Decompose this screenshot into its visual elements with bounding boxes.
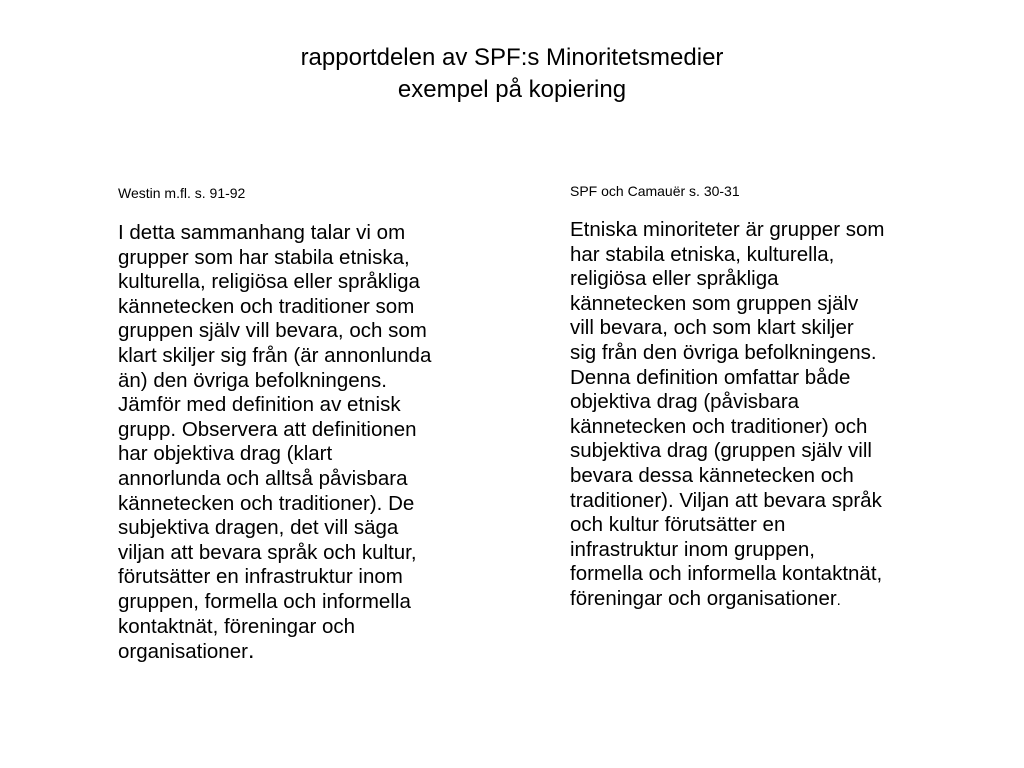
left-column xyxy=(118,183,518,665)
left-line: kännetecken och traditioner som xyxy=(118,294,415,318)
left-line: annorlunda och alltså påvisbara xyxy=(118,466,408,490)
left-line: gruppen, formella och informella xyxy=(118,589,411,613)
left-line: viljan att bevara språk och kultur, xyxy=(118,540,417,564)
left-line: subjektiva dragen, det vill säga xyxy=(118,516,399,540)
left-line: förutsätter en infrastruktur inom xyxy=(118,565,403,589)
left-line: kulturella, religiösa eller språkliga xyxy=(118,270,420,294)
right-last-words: föreningar och organisationer xyxy=(570,586,837,610)
left-line: klart skiljer sig från (är annonlunda xyxy=(118,343,432,367)
left-line: I detta sammanhang talar vi om xyxy=(118,221,406,244)
left-line: har objektiva drag (klart xyxy=(118,442,333,466)
left-line: gruppen själv vill bevara, och som xyxy=(118,319,427,343)
left-line: grupper som har stabila etniska, xyxy=(118,245,410,269)
right-line: kännetecken och traditioner) och xyxy=(570,414,868,438)
right-line: Denna definition omfattar både xyxy=(570,365,851,389)
right-line: och kultur förutsätter en xyxy=(570,513,786,537)
right-line: traditioner). Viljan att bevara språk xyxy=(570,488,882,512)
right-line: har stabila etniska, kulturella, xyxy=(570,242,835,266)
right-line: sig från den övriga befolkningens. xyxy=(570,340,877,364)
right-line: Etniska minoriteter är grupper som xyxy=(570,218,885,241)
right-line: vill bevara, och som klart skiljer xyxy=(570,316,854,340)
left-line-last xyxy=(118,639,518,665)
title-line-2: exempel på kopiering xyxy=(397,76,627,103)
left-line: kännetecken och traditioner). De xyxy=(118,491,415,515)
left-source-citation: Westin m.fl. s. 91-92 xyxy=(118,185,246,201)
right-end-period: . xyxy=(836,591,841,609)
left-line: kontaktnät, föreningar och xyxy=(118,614,356,638)
right-line: kännetecken som gruppen själv xyxy=(570,291,859,315)
right-source-citation: SPF och Camauër s. 30-31 xyxy=(570,183,740,199)
right-line: objektiva drag (påvisbara xyxy=(570,390,800,414)
title-line-1: rapportdelen av SPF:s Minoritetsmedier xyxy=(300,44,724,71)
slide-title xyxy=(0,42,1024,106)
right-line: subjektiva drag (gruppen själv vill xyxy=(570,439,872,463)
left-quote-text xyxy=(118,221,518,665)
right-line: formella och informella kontaktnät, xyxy=(570,562,883,586)
right-line-last xyxy=(570,587,970,614)
right-line: bevara dessa kännetecken och xyxy=(570,463,854,487)
left-line: Jämför med definition av etnisk xyxy=(118,393,401,417)
right-line: infrastruktur inom gruppen, xyxy=(570,537,815,561)
left-line: än) den övriga befolkningens. xyxy=(118,368,387,392)
right-line: religiösa eller språkliga xyxy=(570,267,779,291)
left-line: grupp. Observera att definitionen xyxy=(118,417,417,441)
left-end-period: . xyxy=(247,637,255,665)
left-last-words: organisationer xyxy=(118,640,248,664)
right-quote-text xyxy=(570,218,970,614)
right-column xyxy=(570,181,970,614)
